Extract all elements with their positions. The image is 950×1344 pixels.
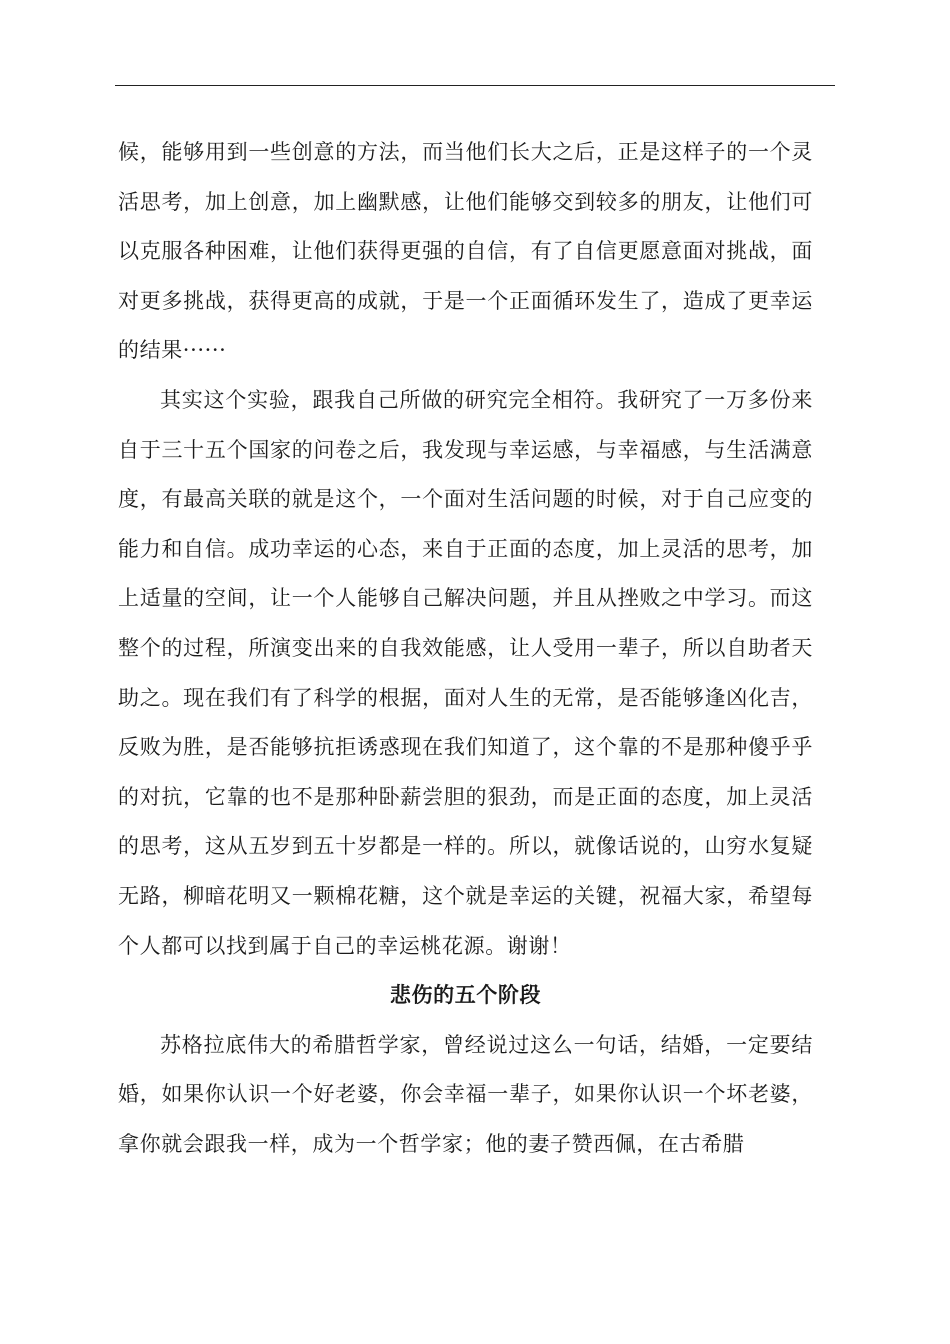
paragraph-research: 其实这个实验，跟我自己所做的研究完全相符。我研究了一万多份来自于三十五个国家的问卷之后，我发现与幸运感，与幸福感，与生活满意度，有最高关联的就是这个，一个面对生活问题的时候，对于自己应变的能力和自信。成功幸运的心态，来自于正面的态度，加上灵活的思考，加上适量的空间，让一个人能够自己解决问题，并且从挫败之中学习。而这整个的过程，所演变出来的自我效能感，让人受用一辈子，所以自助者天助之。现在我们有了科学的根据，面对人生的无常，是否能够逢凶化吉，反败为胜，是否能够抗拒诱惑现在我们知道了，这个靠的不是那种傻乎乎的对抗，它靠的也不是那种卧薪尝胆的狠劲，而是正面的态度，加上灵活的思考，这从五岁到五十岁都是一样的。所以，就像话说的，山穷水复疑无路，柳暗花明又一颗棉花糖，这个就是幸运的关键，祝福大家，希望每个人都可以找到属于自己的幸运桃花源。谢谢！ (118, 387, 813, 958)
paragraph-continuation: 候，能够用到一些创意的方法，而当他们长大之后，正是这样子的一个灵活思考，加上创意，加上幽默感，让他们能够交到较多的朋友，让他们可以克服各种困难，让他们获得更强的自信，有了自信更愿意面对挑战，面对更多挑战，获得更高的成就，于是一个正面循环发生了，造成了更幸运的结果······ (118, 140, 813, 363)
document-body (118, 128, 813, 1169)
section-title: 悲伤的五个阶段 (389, 983, 542, 1008)
header-rule (115, 85, 835, 86)
paragraph-socrates: 苏格拉底伟大的希腊哲学家，曾经说过这么一句话，结婚，一定要结婚，如果你认识一个好老婆，你会幸福一辈子，如果你认识一个坏老婆，拿你就会跟我一样，成为一个哲学家；他的妻子赞西佩，在古希腊 (118, 1032, 813, 1156)
